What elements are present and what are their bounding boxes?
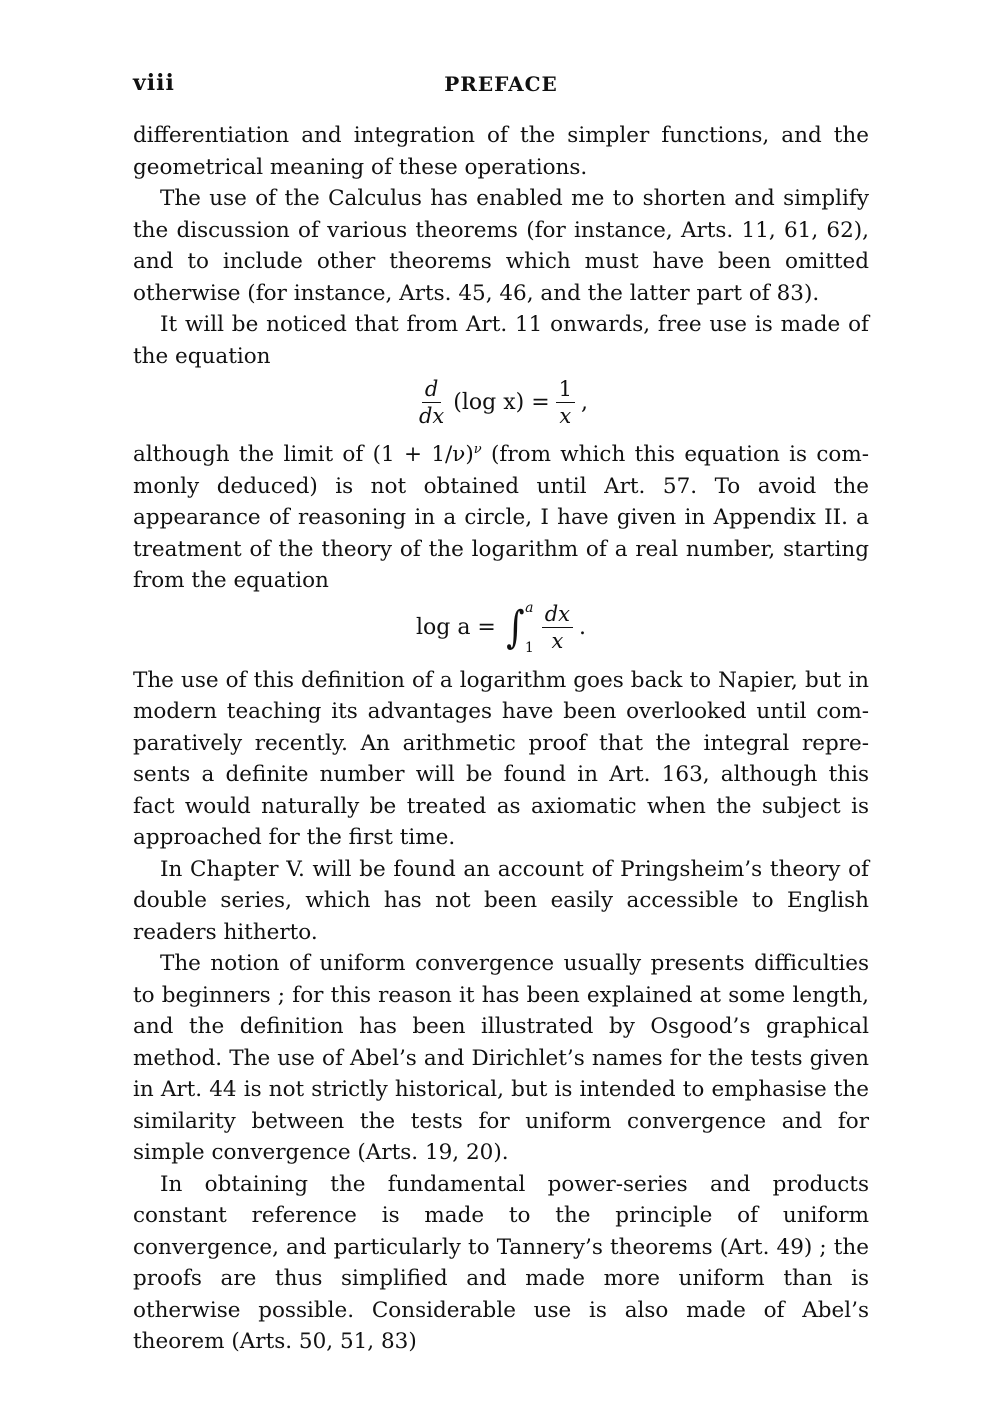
equation-log-integral: [133, 601, 869, 655]
running-title: PREFACE: [444, 72, 558, 96]
fraction-denominator: dx: [418, 404, 445, 428]
paragraph-5: The use of this definition of a logarithm goes back to Napier, but in modern teaching its advantages have been overlooked until comparatively recently. An arithmetic proof that the integral represents a definite number will be found in Art. 163, although this fact would naturally be treated as axiomatic when the subject is approached for the first time.: [133, 667, 869, 850]
equation-punctuation: ,: [581, 390, 589, 415]
fraction-one-over-x: [556, 376, 575, 429]
equation-derivative-log: [133, 376, 869, 429]
fraction-denominator: x: [559, 404, 572, 428]
fraction-dx-over-x: [542, 601, 573, 654]
paragraph-6: In Chapter V. will be found an account of Pringsheim’s theory of double series, which has not been easily accessible to English readers hitherto.: [133, 856, 869, 945]
integral-lower-limit: 1: [524, 639, 534, 656]
fraction-d-dx: [416, 376, 447, 429]
equation-left: log a =: [415, 615, 496, 640]
body-text: [133, 120, 869, 1358]
fraction-numerator: dx: [542, 601, 573, 628]
paragraph-8: In obtaining the fundamental power-series and products constant reference is made to the principle of uniform convergence, and particularly to Tannery’s theorems (Art. 49) ; the proofs are thus simplified and made more uniform than is otherwise possible. Considerable use is also made of Abel’s theorem (Arts. 50, 51, 83): [133, 1171, 869, 1354]
superscript-nu: ν: [473, 441, 482, 457]
paragraph-4-rest: (from which this equation is commonly deduced) is not obtained until Art. 57. To avoid the appearance of reasoning in a circle, I have given in Appendix II. a treatment of the theory of the logarithm of a real number, starting from the equation: [133, 442, 869, 593]
paragraph-4-start: although the limit of (1 + 1/ν): [133, 442, 474, 467]
equation-middle: (log x) =: [453, 390, 550, 415]
paragraph-2: The use of the Calculus has enabled me to shorten and simplify the discussion of various theorems (for instance, Arts. 11, 61, 62), and to include other theorems which must have been omitted otherwise (for instance, Arts. 45, 46, and the latter part of 83).: [133, 186, 869, 306]
equation-punctuation: .: [579, 615, 587, 640]
integral-sign: ∫ a 1: [506, 599, 534, 656]
paragraph-7: The notion of uniform convergence usually presents difficulties to beginners ; for this reason it has been explained at some length, and the definition has been illustrated by Osgood’s graphical method. The use of Abel’s and Dirichlet’s names for the tests given in Art. 44 is not strictly historical, but is intended to emphasise the similarity between the tests for uniform convergence and for simple convergence (Arts. 19, 20).: [133, 951, 869, 1165]
page-number: viii: [133, 70, 175, 96]
fraction-numerator: 1: [556, 376, 575, 403]
paragraph-1: differentiation and integration of the simpler functions, and the geometrical meaning of these operations.: [133, 123, 869, 180]
paragraph-4: [133, 439, 869, 597]
integral-upper-limit: a: [525, 599, 534, 616]
page-header: [133, 70, 869, 104]
fraction-numerator: d: [422, 376, 441, 403]
fraction-denominator: x: [551, 629, 564, 653]
paragraph-3: It will be noticed that from Art. 11 onwards, free use is made of the equation: [133, 312, 869, 369]
